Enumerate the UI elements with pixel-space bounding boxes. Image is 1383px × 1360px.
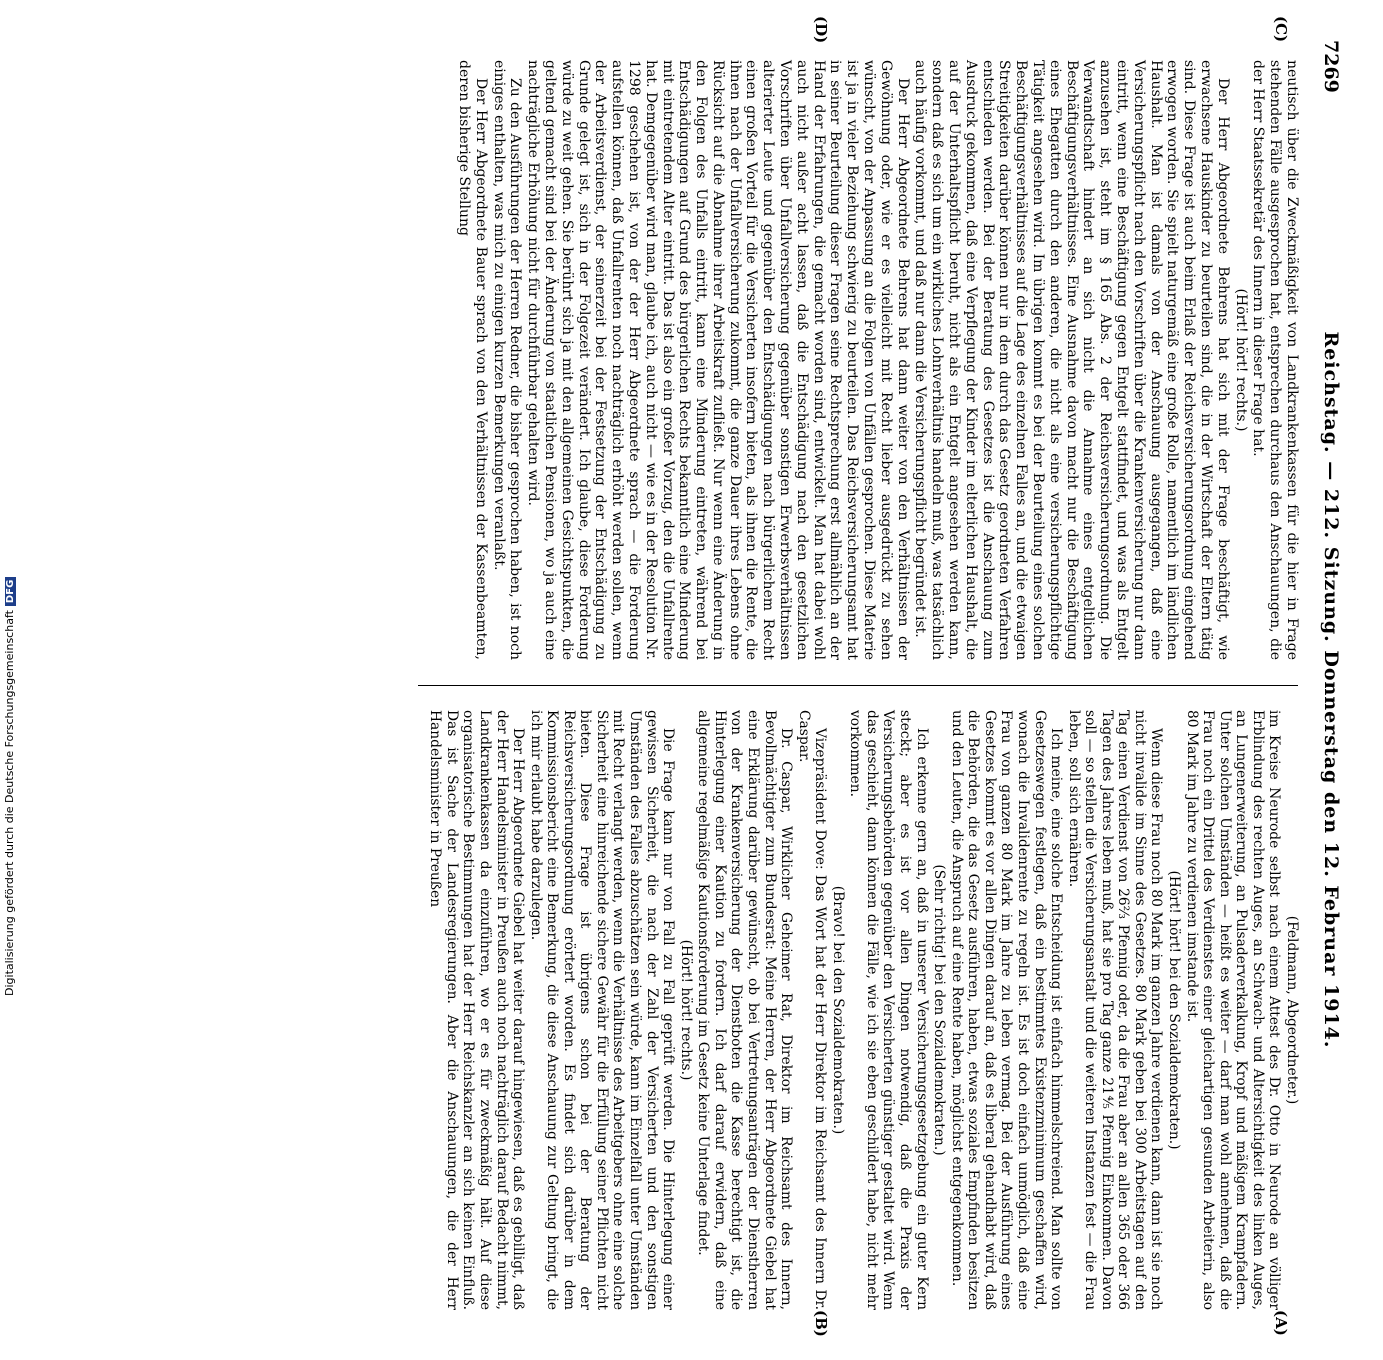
- paragraph: im Kreise Neurode selbst nach einem Attest des Dr. Otto in Neurode an völliger Erblindung des rechten Auges, an Schwach- und Altersichtigkeit des linken Auges, an Lungenerweiterung, an Pulsaderverkalkung, Kropf und mäßigem Krampfadern. Unter solchen Umständen — heißt es weiter — darf man wohl annehmen, daß die Frau noch ein Drittel des Verdienstes einer gleichartigen gesunden Arbeiterin, also 80 Mark im Jahre zu verdienen imstande ist.: [1183, 710, 1283, 1310]
- paragraph: Wenn diese Frau noch 80 Mark im ganzen Jahre verdienen kann, dann ist sie noch nicht invalide im Sinne des Gesetzes. 80 Mark geben bei 300 Arbeitstagen auf den Tag einen Verdienst von 26⅔ Pfennig oder, da die Frau aber an allen 365 oder 366 Tagen des Jahres leben muß, hat sie pro Tag ganze 21⅘ Pfennig Einkommen. Davon soll — so stellen die Versicherungsanstalt und die weiteren Instanzen fest — die Frau leben, soll sich ernähren.: [1065, 710, 1165, 1310]
- interjection: (Hört! hört! rechts.): [677, 939, 694, 1081]
- column-divider: [418, 685, 1298, 686]
- paragraph: Dr. Caspar, Wirklicher Geheimer Rat, Direktor im Reichsamt des Innern, Bevollmächtigter zum Bundesrat: Meine Herren, der Herr Abgeordnete Giebel hat eine Erklärung darüber gewünscht, ob bei Vertretungsanträgen der Dienstherren von der Krankenversicherung der Dienstboten die Kasse berechtigt ist, die Hinterlegung einer Kaution zu fordern. Ich darf darauf erwidern, daß eine allgemeine regelmäßige Kautionsforderung im Gesetz keine Unterlage findet.: [695, 710, 795, 1310]
- right-text-column: [426, 710, 1300, 1310]
- speaker-label: (Feldmann, Abgeordneter.): [1284, 915, 1300, 1105]
- paragraph: Der Herr Abgeordnete Giebel hat weiter darauf hingewiesen, daß es gebilligt, daß der Herr Handelsminister in Preußen auch noch nachträglich darauf Bedacht nimmt, Landkrankenkassen da einzuführen, wo er es für zweckmäßig hält. Auf diese organisatorische Bestimmungen hat der Herr Reichskanzler an sich keinen Einfluß. Das ist Sache der Landesregierungen. Aber die Anschauungen, die der Herr Handelsminister in Preußen: [427, 710, 527, 1310]
- margin-marker-c: (C): [1272, 16, 1290, 43]
- paragraph: Vizepräsident Dove: Das Wort hat der Herr Direktor im Reichsamt des Innern Dr. Caspar.: [795, 710, 829, 1310]
- margin-marker-d: (D): [812, 16, 830, 44]
- interjection: (Hört! hört! bei den Sozialdemokraten.): [1166, 870, 1183, 1150]
- margin-marker-a: (A): [1272, 1310, 1290, 1336]
- credit-text: Digitalisierung gefördert durch die Deutsche Forschungsgemeinschaft: [3, 610, 16, 996]
- margin-marker-b: (B): [812, 1310, 830, 1337]
- paragraph: Der Herr Abgeordnete Behrens hat sich mit der Frage beschäftigt, wie erwachsene Hauskinder zu beurteilen sind, die in der Wirtschaft der Eltern tätig sind. Diese Frage ist auch beim Erlaß der Reichsversicherungsordnung eingehend erwogen worden. Sie spielt naturgemäß eine große Rolle, namentlich im ländlichen Haushalt. Man ist damals von der Anschauung ausgegangen, daß eine Versicherungspflicht nach den Vorschriften über die Krankenversicherung nur dann eintritt, wenn eine Beschäftigung gegen Entgelt stattfindet, und was als Entgelt anzusehen ist, steht im § 165 Abs. 2 der Reichsversicherungsordnung. Die Verwandtschaft hindert an sich nicht die Annahme eines entgeltlichen Beschäftigungsverhältnisses. Eine Ausnahme davon macht nur die Beschäftigung eines Ehegatten durch den anderen, die nicht als eine versicherungspflichtige Tätigkeit angesehen wird. Im übrigen kommt es bei der Beurteilung eines solchen Beschäftigungsverhältnisses auf die Lage des einzelnen Falles an, und die etwaigen Streitigkeiten darüber können nur in dem durch das Gesetz geordneten Verfahren entschieden werden. Bei der Beratung des Gesetzes ist die Anschauung zum Ausdruck gekommen, daß eine Verpflegung der Kinder im elterlichen Haushalt, die auf der Unterhaltspflicht beruht, nicht als ein Entgelt angesehen werden kann, sondern daß es sich um ein wirkliches Lohnverhältnis handeln muß, was tatsächlich auch häufig vorkommt, und daß nur dann die Versicherungspflicht begründet ist.: [912, 60, 1231, 660]
- paragraph: neutisch über die Zweckmäßigkeit von Landkrankenkassen für die hier in Frage stehenden Fälle ausgesprochen hat, entsprechen durchaus den Anschauungen, die der Herr Staatssekretär des Innern in dieser Frage hat.: [1250, 60, 1300, 660]
- paragraph: Zu den Ausführungen der Herren Redner, die bisher gesprochen haben, ist noch einiges enthalten, was mich zu einigen kurzen Bemerkungen veranlaßt.: [490, 60, 524, 660]
- interjection: (Sehr richtig! bei den Sozialdemokraten.): [931, 864, 948, 1156]
- page-number: 7269: [1320, 40, 1342, 93]
- paragraph: Ich meine, eine solche Entscheidung ist einfach himmelschreiend. Man sollte von Gesetzeswegen festlegen, daß ein bestimmtes Existenzminimum geschaffen wird, wonach die Invalidenrente zu regeln ist. Es ist doch einfach unmöglich, daß eine Frau von ganzen 80 Mark im Jahre zu leben vermag. Bei der Ausführung eines Gesetzes kommt es vor allen Dingen darauf an, daß es liberal gehandhabt wird, daß die Behörden, die das Gesetz ausführen, haben, etwas soziales Empfinden besitzen und den Leuten, die Anspruch auf eine Rente haben, möglichst entgegenkommen.: [948, 710, 1065, 1310]
- dfg-logo: DFG: [5, 577, 16, 606]
- paragraph: Ich erkenne gern an, daß in unserer Versicherungsgesetzgebung ein guter Kern steckt; aber es ist vor allen Dingen notwendig, daß die Praxis der Versicherungsbehörden gegenüber den Versicherten günstiger gestaltet wird. Wenn das geschieht, dann können die Fälle, wie ich sie eben geschildert habe, nicht mehr vorkommen.: [847, 710, 930, 1310]
- interjection: (Hört! hört! rechts.): [1232, 288, 1249, 432]
- page-title: Reichstag. — 212. Sitzung. Donnerstag den 12. Februar 1914.: [1320, 331, 1342, 1049]
- paragraph: Der Herr Abgeordnete Bauer sprach von den Verhältnissen der Kassenbeamten, deren bisherige Stellung: [455, 60, 489, 660]
- paragraph: Die Frage kann nur von Fall zu Fall geprüft werden. Die Hinterlegung einer gewissen Sicherheit, die nach der Zahl der Versicherten und den sonstigen Umständen des Falles abzuschätzen sein würde, kann im Einzelfall unter Umständen mit Recht verlangt werden, wenn die Verhältnisse des Arbeitgebers ohne eine solche Sicherheit eine hinreichende sichere Gewähr für die Erfüllung seiner Pflichten nicht bieten. Diese Frage ist übrigens schon bei der Beratung der Reichsversicherungsordnung erörtert worden. Es findet sich darüber in dem Kommissionsbericht eine Bemerkung, die diese Anschauung zur Geltung bringt, die ich mir erlaubt habe darzulegen.: [527, 710, 677, 1310]
- interjection: (Bravo! bei den Sozialdemokraten.): [829, 885, 846, 1135]
- paragraph: Der Herr Abgeordnete Behrens hat dann weiter von den Verhältnissen der Gewöhnung oder, wie er es vielleicht mit Recht lieber ausgedrückt zu sehen wünscht, von der Anpassung an die Folgen von Unfällen gesprochen. Diese Materie ist ja in vieler Beziehung schwierig zu beurteilen. Das Reichsversicherungsamt hat in seiner Beurteilung dieser Fragen seine Rechtsprechung erst allmählich an der Hand der Erfahrungen, die gemacht worden sind, entwickelt. Man hat dabei wohl auch nicht außer acht lassen, daß die Entschädigung nach den gesetzlichen Vorschriften über Unfallversicherung gegenüber sonstigen Erwerbsverhältnissen alterierter Leute und gegenüber den Entschädigungen nach bürgerlichem Recht einen großen Vorteil für die Versicherten insofern bieten, als ihnen die Rente, die ihnen nach der Unfallversicherung zukommt, die ganze Dauer ihres Lebens ohne Rücksicht auf die Abnahme ihrer Arbeitskraft zufließt. Nur wenn eine Änderung in den Folgen des Unfalls eintritt, kann eine Minderung eintreten, während bei Entschädigungen auf Grund des bürgerlichen Rechts bekanntlich eine Minderung mit eintretendem Alter eintritt. Das ist also ein großer Vorzug, den die Unfallrente hat. Demgegenüber wird man, glaube ich, auch nicht — wie es in der Resolution Nr. 1298 geschehen ist, von der der Herr Abgeordnete sprach — die Forderung aufstellen können, daß Unfallrenten noch nachträglich erhöht werden sollen, wenn der Arbeitsverdienst, der seinerzeit bei der Festsetzung der Entschädigung zu Grunde gelegt ist, sich in der Folgezeit verändert. Ich glaube, diese Forderung würde zu weit gehen. Sie berührt sich ja mit den allgemeinen Gesichtspunkten, die geltend gemacht sind bei der Änderung von staatlichen Pensionen, wo ja auch eine nachträgliche Erhöhung nicht für durchführbar gehalten wird.: [525, 60, 911, 660]
- left-text-column: [454, 60, 1300, 660]
- digitization-credit: [3, 577, 16, 996]
- page-header: [1312, 20, 1342, 1360]
- rotated-page-content: [10, 16, 1350, 1337]
